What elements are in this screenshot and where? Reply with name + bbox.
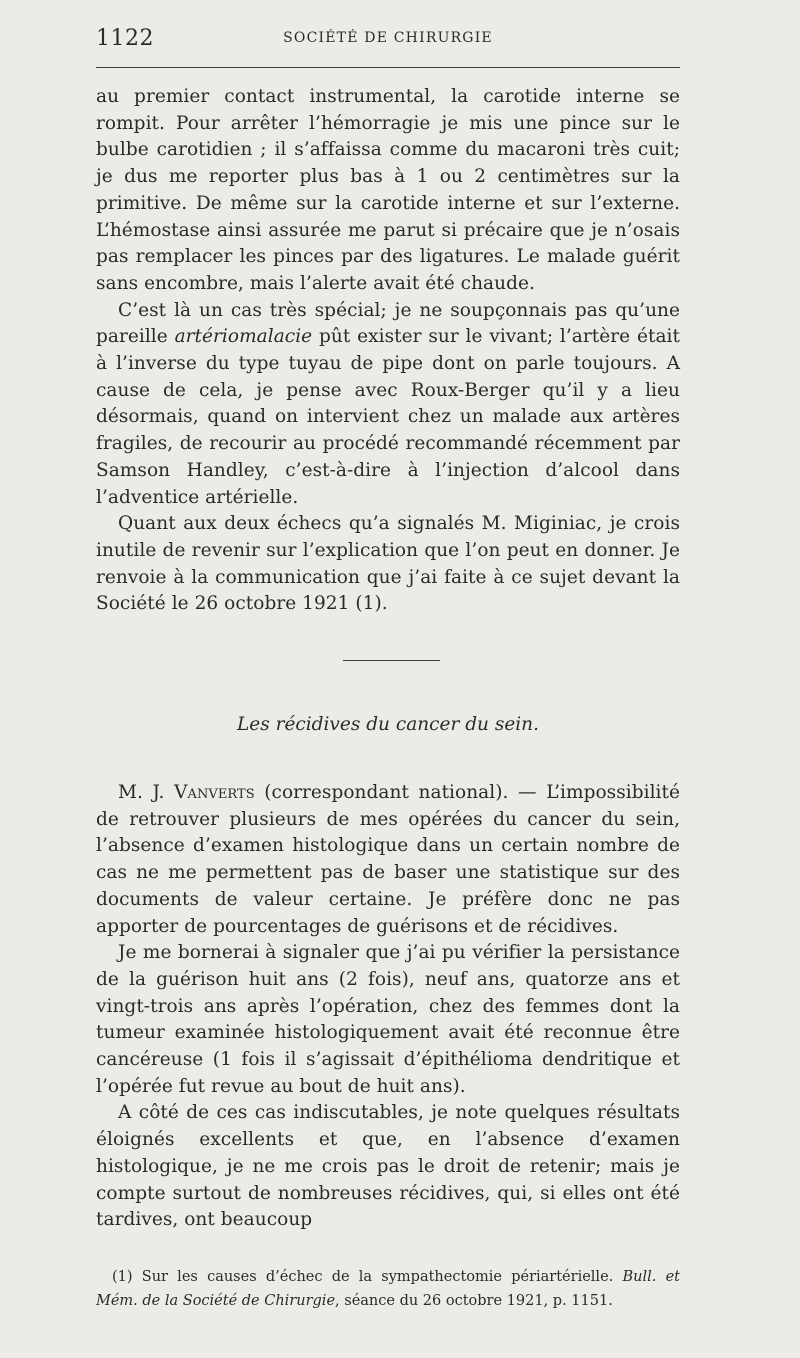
body-text-bottom [96, 780, 680, 1234]
text-run: (correspondant national). — L’impossibilité de retrouver plusieurs de mes opérées du cancer du sein, l’absence d’examen histologique dans un certain nombre de cas ne me permettent pas de baser une statistique sur des documents de valeur certaine. Je préfère donc ne pas apporter de pourcentages de guérisons et de récidives. [96, 782, 680, 937]
paragraph [96, 780, 680, 940]
body-text-top [96, 84, 680, 618]
text-run: pût exister sur le vivant; l’artère était à l’inverse du type tuyau de pipe dont on parle toujours. A cause de cela, je pense avec Roux-Berger qu’il y a lieu désormais, quand on intervient chez un malade aux artères fragiles, de recourir au procédé recommandé récemment par Samson Handley, c’est-à-dire à l’injection d’alcool dans l’adventice artérielle. [96, 326, 680, 508]
paragraph: Quant aux deux échecs qu’a signalés M. Miginiac, je crois inutile de revenir sur l’explication que l’on peut en donner. Je renvoie à la communication que j’ai faite à ce sujet devant la Société le 26 octobre 1921 (1). [96, 513, 680, 615]
text-run: (1) Sur les causes d’échec de la sympathectomie périartérielle. [112, 1269, 623, 1285]
page-number: 1122 [96, 26, 154, 51]
header-rule [96, 67, 680, 68]
footnote [96, 1265, 680, 1313]
paragraph: au premier contact instrumental, la carotide interne se rompit. Pour arrêter l’hémorragie je mis une pince sur le bulbe carotidien ; il s’affaissa comme du macaroni très cuit; je dus me reporter plus bas à 1 ou 2 centimètres sur la primitive. De même sur la carotide interne et sur l’externe. L’hémostase ainsi assurée me parut si précaire que je n’osais pas remplacer les pinces par des ligatures. Le malade guérit sans encombre, mais l’alerte avait été chaude. [96, 86, 680, 294]
section-title: Les récidives du cancer du sein. [237, 714, 539, 735]
text-run: M. J. [118, 782, 175, 803]
italic-term: artériomalacie [174, 326, 313, 348]
footnote-text [96, 1265, 680, 1313]
text-run: C’est là un cas très spécial; je ne soupçonnais pas qu’une pareille [96, 299, 680, 348]
paragraph: A côté de ces cas indiscutables, je note quelques résultats éloignés excellents et que, en l’absence d’examen histologique, je ne me crois pas le droit de retenir; mais je compte surtout de nombreuses récidives, qui, si elles ont été tardives, ont beaucoup [96, 1102, 680, 1231]
section-divider [343, 660, 440, 661]
journal-title: Bull. et Mém. de la Société de Chirurgie [96, 1269, 680, 1309]
author-name: Vanverts [174, 782, 255, 803]
text-run: , séance du 26 octobre 1921, p. 1151. [335, 1293, 613, 1309]
paragraph: Je me bornerai à signaler que j’ai pu vérifier la persistance de la guérison huit ans (2 fois), neuf ans, quatorze ans et vingt-trois ans après l’opération, chez des femmes dont la tumeur examinée histologiquement avait été reconnue être cancéreuse (1 fois il s’agissait d’épithélioma dendritique et l’opérée fut revue au bout de huit ans). [96, 942, 680, 1097]
running-title: SOCIÉTÉ DE CHIRURGIE [283, 30, 493, 46]
page-header [96, 26, 680, 52]
paragraph [96, 298, 680, 512]
